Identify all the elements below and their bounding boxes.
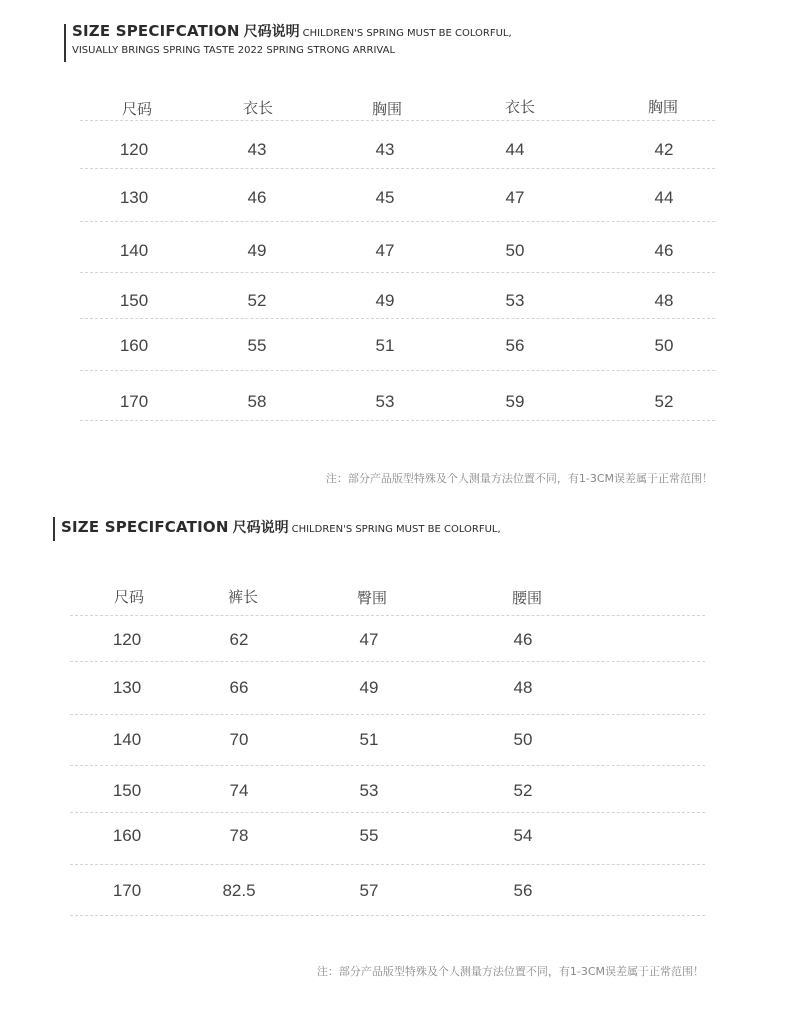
table-row bbox=[80, 121, 715, 169]
size-cell: 170 bbox=[112, 881, 142, 900]
table-cell: 42 bbox=[654, 140, 674, 159]
size-cell: 140 bbox=[112, 730, 142, 749]
table-header-row bbox=[70, 574, 705, 616]
table-header-row bbox=[80, 84, 715, 121]
section-title-cn: 尺码说明 bbox=[243, 24, 300, 40]
table-row bbox=[70, 766, 705, 813]
table-row bbox=[80, 319, 715, 371]
size-spec-header-bottom bbox=[53, 517, 501, 541]
table-row bbox=[80, 371, 715, 421]
table-cell: 66 bbox=[229, 678, 249, 697]
table-cell: 47 bbox=[505, 188, 525, 207]
table-cell: 43 bbox=[247, 140, 267, 159]
column-header: 胸围 bbox=[371, 100, 403, 118]
section-tagline: CHILDREN'S SPRING MUST BE COLORFUL, bbox=[302, 28, 512, 39]
table-cell: 53 bbox=[359, 781, 379, 800]
section-tagline: CHILDREN'S SPRING MUST BE COLORFUL, bbox=[291, 524, 501, 535]
table-cell: 48 bbox=[654, 291, 674, 310]
table-cell: 54 bbox=[513, 826, 533, 845]
size-cell: 160 bbox=[112, 826, 142, 845]
table-cell: 47 bbox=[375, 241, 395, 260]
table-row bbox=[70, 813, 705, 865]
table-cell: 82.5 bbox=[222, 881, 256, 900]
table-cell: 43 bbox=[375, 140, 395, 159]
table-cell: 59 bbox=[505, 392, 525, 411]
table-row bbox=[70, 662, 705, 715]
table-cell: 44 bbox=[654, 188, 674, 207]
table-cell: 50 bbox=[513, 730, 533, 749]
table-cell: 52 bbox=[654, 392, 674, 411]
column-header: 胸围 bbox=[647, 98, 679, 116]
table-cell: 53 bbox=[505, 291, 525, 310]
section-title-en: SIZE SPECIFCATION bbox=[61, 518, 229, 536]
table-cell: 48 bbox=[513, 678, 533, 697]
measurement-note: 注：部分产品版型特殊及个人测量方法位置不同，有1-3CM误差属于正常范围！ bbox=[316, 965, 704, 978]
size-cell: 120 bbox=[112, 630, 142, 649]
column-header: 尺码 bbox=[121, 100, 153, 118]
table-cell: 57 bbox=[359, 881, 379, 900]
column-header: 衣长 bbox=[242, 99, 274, 117]
size-cell: 130 bbox=[119, 188, 149, 207]
column-header: 臀围 bbox=[356, 589, 388, 607]
header-line bbox=[61, 520, 501, 536]
section-title-cn: 尺码说明 bbox=[232, 520, 289, 536]
table-cell: 74 bbox=[229, 781, 249, 800]
top-size-table bbox=[80, 84, 715, 421]
size-cell: 120 bbox=[119, 140, 149, 159]
table-cell: 49 bbox=[359, 678, 379, 697]
table-cell: 47 bbox=[359, 630, 379, 649]
table-cell: 44 bbox=[505, 140, 525, 159]
table-cell: 78 bbox=[229, 826, 249, 845]
header-line bbox=[72, 24, 512, 40]
table-cell: 52 bbox=[513, 781, 533, 800]
bottom-size-table bbox=[70, 574, 705, 916]
table-cell: 55 bbox=[247, 336, 267, 355]
size-cell: 150 bbox=[112, 781, 142, 800]
section-title-en: SIZE SPECIFCATION bbox=[72, 22, 240, 40]
table-cell: 46 bbox=[654, 241, 674, 260]
size-cell: 150 bbox=[119, 291, 149, 310]
table-cell: 56 bbox=[505, 336, 525, 355]
column-header: 衣长 bbox=[504, 98, 536, 116]
table-cell: 53 bbox=[375, 392, 395, 411]
table-cell: 55 bbox=[359, 826, 379, 845]
measurement-note: 注：部分产品版型特殊及个人测量方法位置不同，有1-3CM误差属于正常范围！ bbox=[325, 472, 713, 485]
table-cell: 50 bbox=[505, 241, 525, 260]
table-row bbox=[70, 715, 705, 766]
table-row bbox=[80, 222, 715, 273]
size-spec-header-top bbox=[64, 24, 512, 62]
table-cell: 49 bbox=[247, 241, 267, 260]
size-cell: 140 bbox=[119, 241, 149, 260]
table-cell: 52 bbox=[247, 291, 267, 310]
table-cell: 62 bbox=[229, 630, 249, 649]
section-tagline-secondary: VISUALLY BRINGS SPRING TASTE 2022 SPRING STRONG ARRIVAL bbox=[72, 45, 396, 56]
size-cell: 130 bbox=[112, 678, 142, 697]
table-cell: 51 bbox=[359, 730, 379, 749]
table-row bbox=[80, 273, 715, 319]
column-header: 腰围 bbox=[511, 589, 543, 607]
column-header: 裤长 bbox=[227, 588, 259, 606]
table-cell: 50 bbox=[654, 336, 674, 355]
table-row bbox=[70, 865, 705, 916]
table-cell: 45 bbox=[375, 188, 395, 207]
table-cell: 70 bbox=[229, 730, 249, 749]
table-cell: 49 bbox=[375, 291, 395, 310]
table-cell: 56 bbox=[513, 881, 533, 900]
table-cell: 51 bbox=[375, 336, 395, 355]
table-cell: 46 bbox=[513, 630, 533, 649]
table-cell: 58 bbox=[247, 392, 267, 411]
table-row bbox=[70, 616, 705, 662]
size-cell: 170 bbox=[119, 392, 149, 411]
size-cell: 160 bbox=[119, 336, 149, 355]
column-header: 尺码 bbox=[113, 588, 145, 606]
table-row bbox=[80, 169, 715, 222]
table-cell: 46 bbox=[247, 188, 267, 207]
